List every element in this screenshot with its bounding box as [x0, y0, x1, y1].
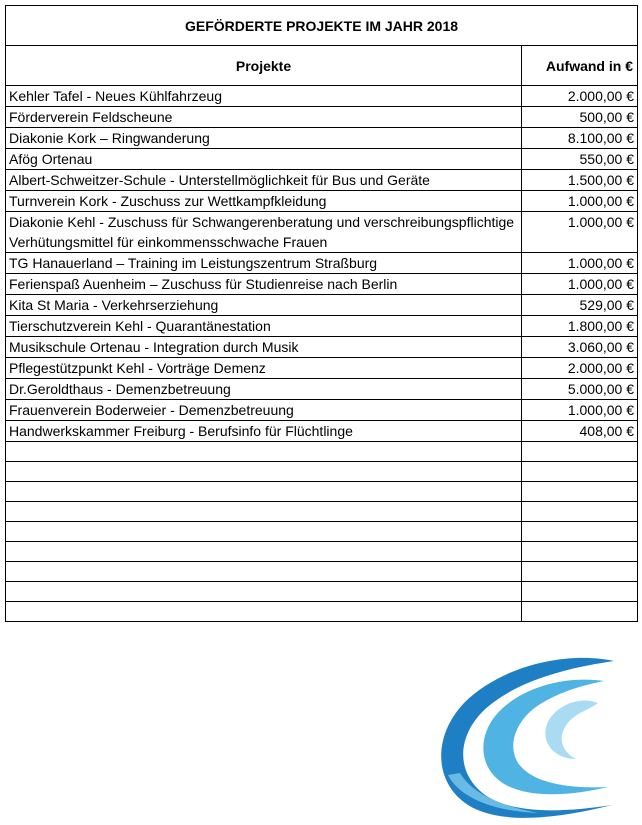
project-name: Kehler Tafel - Neues Kühlfahrzeug [6, 86, 522, 107]
project-amount: 1.000,00 € [522, 253, 638, 274]
empty-cell [6, 502, 522, 522]
empty-cell [6, 582, 522, 602]
empty-row [6, 482, 638, 502]
project-amount: 2.000,00 € [522, 86, 638, 107]
table-row [6, 107, 638, 128]
empty-cell [522, 502, 638, 522]
empty-row [6, 502, 638, 522]
project-name: Ferienspaß Auenheim – Zuschuss für Studienreise nach Berlin [6, 274, 522, 295]
empty-row [6, 442, 638, 462]
project-amount: 3.060,00 € [522, 337, 638, 358]
project-name: Kita St Maria - Verkehrserziehung [6, 295, 522, 316]
funded-projects-table [5, 5, 638, 622]
empty-row [6, 522, 638, 542]
empty-cell [6, 542, 522, 562]
table-row [6, 295, 638, 316]
empty-cell [522, 542, 638, 562]
empty-row [6, 462, 638, 482]
empty-cell [6, 602, 522, 622]
table-row [6, 191, 638, 212]
empty-cell [522, 442, 638, 462]
table-row [6, 149, 638, 170]
header-projects: Projekte [6, 46, 522, 86]
empty-cell [6, 482, 522, 502]
empty-cell [522, 522, 638, 542]
empty-row [6, 582, 638, 602]
project-name: Dr.Geroldthaus - Demenzbetreuung [6, 379, 522, 400]
empty-cell [6, 522, 522, 542]
table-title: GEFÖRDERTE PROJEKTE IM JAHR 2018 [6, 6, 638, 46]
empty-cell [522, 482, 638, 502]
project-amount: 1.000,00 € [522, 191, 638, 212]
wave-crest [545, 700, 598, 759]
project-name: Turnverein Kork - Zuschuss zur Wettkampfkleidung [6, 191, 522, 212]
project-name: Frauenverein Boderweier - Demenzbetreuung [6, 400, 522, 421]
table-row [6, 379, 638, 400]
project-name: Diakonie Kork – Ringwanderung [6, 128, 522, 149]
empty-cell [522, 582, 638, 602]
empty-row [6, 562, 638, 582]
project-amount: 2.000,00 € [522, 358, 638, 379]
empty-cell [522, 602, 638, 622]
project-amount: 500,00 € [522, 107, 638, 128]
project-amount: 5.000,00 € [522, 379, 638, 400]
table-row [6, 86, 638, 107]
empty-row [6, 602, 638, 622]
project-amount: 550,00 € [522, 149, 638, 170]
empty-cell [6, 442, 522, 462]
empty-row [6, 542, 638, 562]
table-row [6, 316, 638, 337]
table-row [6, 358, 638, 379]
project-amount: 1.500,00 € [522, 170, 638, 191]
table-row [6, 421, 638, 442]
project-name: Musikschule Ortenau - Integration durch Musik [6, 337, 522, 358]
project-name: Diakonie Kehl - Zuschuss für Schwangerenberatung und verschreibungspflichtige Verhütungsmittel für einkommensschwache Frauen [6, 212, 522, 253]
table-row [6, 337, 638, 358]
project-name: Pflegestützpunkt Kehl - Vorträge Demenz [6, 358, 522, 379]
table-row [6, 212, 638, 253]
project-name: TG Hanauerland – Training im Leistungszentrum Straßburg [6, 253, 522, 274]
project-amount: 1.000,00 € [522, 212, 638, 253]
table-row [6, 253, 638, 274]
project-amount: 1.800,00 € [522, 316, 638, 337]
wave-logo-icon [428, 655, 620, 820]
header-amount: Aufwand in € [522, 46, 638, 86]
empty-cell [6, 462, 522, 482]
project-name: Albert-Schweitzer-Schule - Unterstellmöglichkeit für Bus und Geräte [6, 170, 522, 191]
empty-cell [522, 562, 638, 582]
project-name: Tierschutzverein Kehl - Quarantänestation [6, 316, 522, 337]
project-amount: 1.000,00 € [522, 400, 638, 421]
empty-cell [6, 562, 522, 582]
project-name: Handwerkskammer Freiburg - Berufsinfo für Flüchtlinge [6, 421, 522, 442]
project-amount: 8.100,00 € [522, 128, 638, 149]
project-name: Afög Ortenau [6, 149, 522, 170]
project-name: Förderverein Feldscheune [6, 107, 522, 128]
project-amount: 529,00 € [522, 295, 638, 316]
project-amount: 1.000,00 € [522, 274, 638, 295]
empty-cell [522, 462, 638, 482]
table-row [6, 128, 638, 149]
table-row [6, 274, 638, 295]
project-amount: 408,00 € [522, 421, 638, 442]
table-row [6, 400, 638, 421]
table-row [6, 170, 638, 191]
